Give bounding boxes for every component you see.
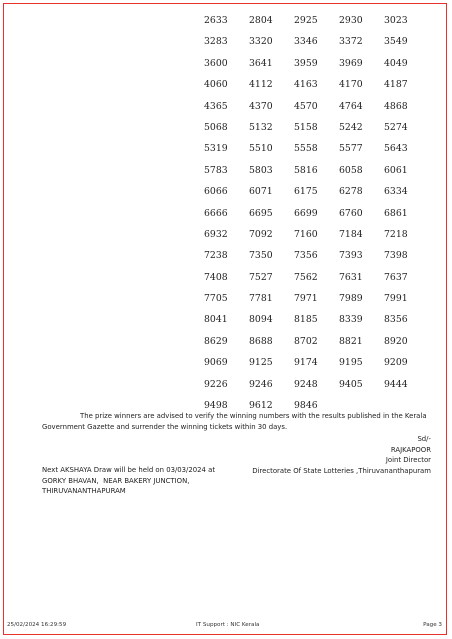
- winning-number: 8629: [204, 335, 228, 347]
- winning-number: 6175: [294, 186, 318, 198]
- winning-number: 7781: [249, 293, 273, 305]
- winner-notice: The prize winners are advised to verify the winning numbers with the results published in the Kerala Government Gazette and surrender the winning tickets within 30 days.: [42, 412, 427, 431]
- signatory-office: Directorate Of State Lotteries ,Thiruvananthapuram: [252, 466, 431, 475]
- winning-number: 8094: [249, 314, 273, 326]
- winning-number: 9405: [339, 378, 363, 390]
- winning-number: 3549: [384, 36, 408, 48]
- winning-number: 5803: [249, 164, 273, 176]
- winning-number: 4764: [339, 100, 363, 112]
- next-draw-info: [42, 465, 215, 497]
- winning-number: 7393: [339, 250, 363, 262]
- winning-number: 8920: [384, 335, 408, 347]
- winning-number: 6278: [339, 186, 363, 198]
- winning-number: 6695: [249, 207, 273, 219]
- winning-number: 7218: [384, 228, 408, 240]
- winning-number: 3023: [384, 15, 408, 26]
- winning-number: 7408: [204, 271, 228, 283]
- winning-number: 9209: [384, 357, 408, 369]
- winning-number: 5643: [384, 143, 408, 155]
- winning-number: 7160: [294, 228, 318, 240]
- winning-number: 6760: [339, 207, 363, 219]
- winning-number: 9498: [204, 400, 228, 412]
- winning-number: 3641: [249, 57, 273, 69]
- winning-number: 8688: [249, 335, 273, 347]
- footer-support: IT Support : NIC Kerala: [196, 622, 260, 628]
- winning-number: 3600: [204, 57, 228, 69]
- winning-number: 3283: [204, 36, 228, 48]
- winning-number: 4868: [384, 100, 408, 112]
- winning-number: 7184: [339, 228, 363, 240]
- footer-timestamp: 25/02/2024 16:29:59: [7, 622, 67, 628]
- winning-number: 5510: [249, 143, 273, 155]
- winning-number: 6058: [339, 164, 363, 176]
- winning-number: 9248: [294, 378, 318, 390]
- winning-number: 7705: [204, 293, 228, 305]
- winning-number: 6699: [294, 207, 318, 219]
- winning-number: 7631: [339, 271, 363, 283]
- winning-number: 5783: [204, 164, 228, 176]
- winning-number: 5274: [384, 121, 408, 133]
- winning-number: 6061: [384, 164, 408, 176]
- winning-number: 8356: [384, 314, 408, 326]
- winning-number: 9226: [204, 378, 228, 390]
- winning-number: 3372: [339, 36, 363, 48]
- next-draw-line1: Next AKSHAYA Draw will be held on 03/03/2024 at: [42, 466, 216, 474]
- winning-number: 9846: [294, 400, 318, 412]
- winning-numbers-grid: [204, 14, 429, 420]
- winning-number: 5068: [204, 121, 228, 133]
- winning-number: 7562: [294, 271, 318, 283]
- winning-number: 6334: [384, 186, 408, 198]
- winning-number: 5158: [294, 121, 318, 133]
- winning-number: 6066: [204, 186, 228, 198]
- winning-number: 7092: [249, 228, 273, 240]
- winning-number: 4370: [249, 100, 273, 112]
- winning-number: 6071: [249, 186, 273, 198]
- winning-number: 7989: [339, 293, 363, 305]
- winning-number: 4187: [384, 79, 408, 91]
- winning-number: 8702: [294, 335, 318, 347]
- winning-number: 6666: [204, 207, 228, 219]
- winning-number: 9246: [249, 378, 273, 390]
- winning-number: 4570: [294, 100, 318, 112]
- winning-number: 7238: [204, 250, 228, 262]
- winning-number: 5242: [339, 121, 363, 133]
- winning-number: 8339: [339, 314, 363, 326]
- winning-number: 2633: [204, 15, 228, 26]
- winning-number: 5577: [339, 143, 363, 155]
- signature-sd: Sd/-: [417, 435, 431, 443]
- winning-number: 4365: [204, 100, 228, 112]
- winning-number: 7350: [249, 250, 273, 262]
- signature-block: [252, 434, 431, 476]
- winning-number: 9069: [204, 357, 228, 369]
- footer-page-number: Page 3: [423, 622, 442, 628]
- winning-number: 9174: [294, 357, 318, 369]
- winning-number: 3320: [249, 36, 273, 48]
- winning-number: 3346: [294, 36, 318, 48]
- winning-number: 4112: [249, 79, 273, 91]
- winning-number: 9612: [249, 400, 273, 412]
- winning-number: 5558: [294, 143, 318, 155]
- winning-number: 3969: [339, 57, 363, 69]
- next-draw-line3: THIRUVANANTHAPURAM: [42, 487, 126, 496]
- winning-number: 7356: [294, 250, 318, 262]
- signatory-title: Joint Director: [385, 456, 431, 465]
- winning-number: 7398: [384, 250, 408, 262]
- winning-number: 5319: [204, 143, 228, 155]
- winning-number: 9125: [249, 357, 273, 369]
- winning-number: 8821: [339, 335, 363, 347]
- winning-number: 7637: [384, 271, 408, 283]
- next-draw-line2: GORKY BHAVAN, NEAR BAKERY JUNCTION,: [42, 476, 190, 485]
- winning-number: 6932: [204, 228, 228, 240]
- winning-number: 6861: [384, 207, 408, 219]
- winning-number: 2930: [339, 15, 363, 26]
- winning-number: 8185: [294, 314, 318, 326]
- winning-number: 4060: [204, 79, 228, 91]
- winning-number: 4163: [294, 79, 318, 91]
- winning-number: 5816: [294, 164, 318, 176]
- winning-number: 7971: [294, 293, 318, 305]
- winning-number: 9195: [339, 357, 363, 369]
- winning-number: 2804: [249, 15, 273, 26]
- winning-number: 3959: [294, 57, 318, 69]
- winning-number: 4049: [384, 57, 408, 69]
- winning-number: 7991: [384, 293, 408, 305]
- winning-number: 7527: [249, 271, 273, 283]
- signatory-name: RAJKAPOOR: [390, 445, 431, 454]
- winning-number: 2925: [294, 15, 318, 26]
- winning-number: 5132: [249, 121, 273, 133]
- winning-number: 4170: [339, 79, 363, 91]
- winning-number: 9444: [384, 378, 408, 390]
- winning-number: 8041: [204, 314, 228, 326]
